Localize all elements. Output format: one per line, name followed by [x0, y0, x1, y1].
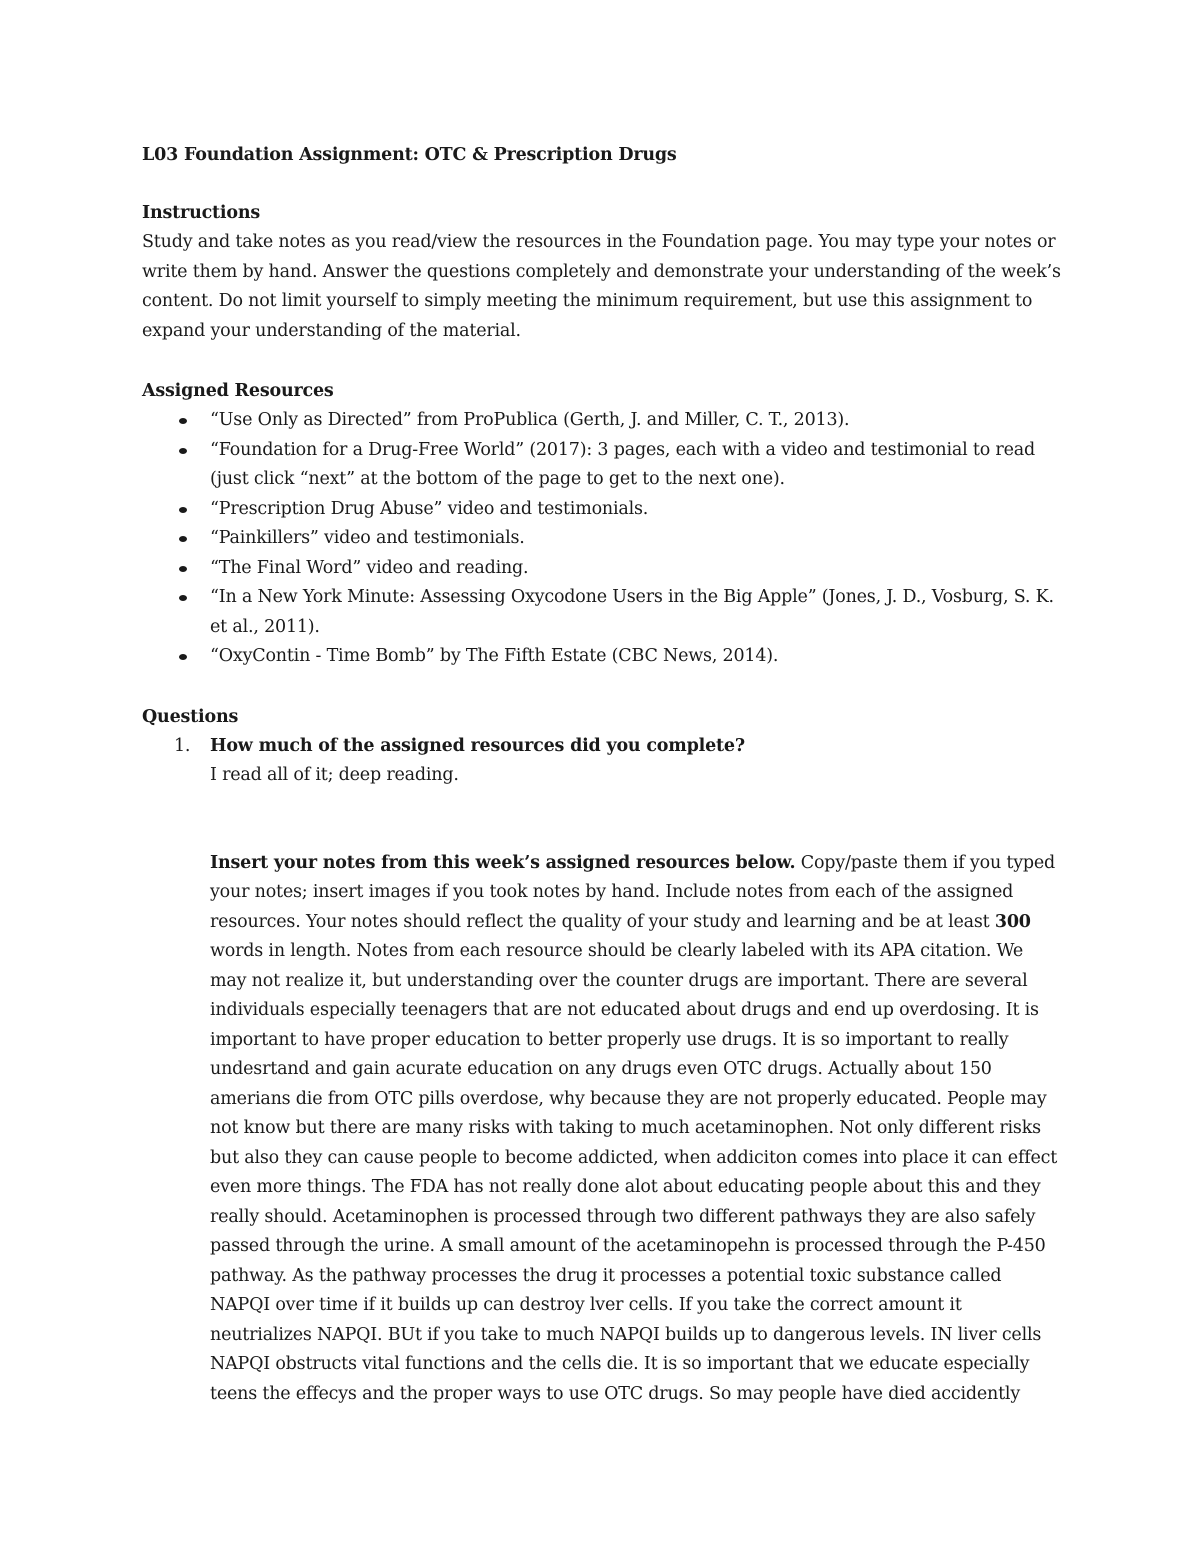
instructions-heading: Instructions [142, 203, 261, 223]
notes-instruction-part2: words in length. Notes from each resource should be clearly labeled with its APA citation. [210, 941, 992, 961]
notes-word-count: 300 [994, 911, 1031, 932]
resource-item [142, 642, 1062, 672]
bullet-icon [179, 448, 187, 454]
resource-item [142, 436, 1062, 495]
resource-item [142, 495, 1062, 525]
question-text: How much of the assigned resources did you complete? [210, 735, 745, 756]
bullet-icon [179, 654, 187, 660]
resource-text: “Prescription Drug Abuse” video and testimonials. [210, 498, 649, 519]
resource-text: “In a New York Minute: Assessing Oxycodone Users in the Big Apple” (Jones, J. D., Vosburg, S. K. et al., 2011). [210, 587, 1054, 637]
document-title: L03 Foundation Assignment: OTC & Prescription Drugs [142, 145, 677, 165]
questions-heading: Questions [142, 706, 239, 727]
question-item [142, 732, 1062, 791]
questions-list [142, 732, 1062, 791]
resource-text: “Foundation for a Drug-Free World” (2017): 3 pages, each with a video and testimonial to read (just click “next” at the bottom of the page to get to the next one). [210, 439, 1035, 489]
bullet-icon [179, 566, 187, 572]
notes-lead: Insert your notes from this week’s assigned resources below. [210, 852, 796, 873]
instructions-body: Study and take notes as you read/view the resources in the Foundation page. You may type your notes or write them by hand. Answer the questions completely and demonstrate your understanding of the week’s content. Do not limit yourself to simply meeting the minimum requirement, but use this assignment to expand your understanding of the material. [142, 232, 1061, 341]
notes-instruction-part1: Copy/paste them if you typed your notes; insert images if you took notes by hand. Include notes from each of the assigned resources. Your notes should reflect the quality of your study and learning and be at least [210, 852, 1056, 932]
resource-item [142, 524, 1062, 554]
bullet-icon [179, 507, 187, 513]
bullet-icon [179, 418, 187, 424]
resource-text: “The Final Word” video and reading. [210, 557, 529, 578]
resource-text: “Use Only as Directed” from ProPublica (Gerth, J. and Miller, C. T., 2013). [210, 410, 850, 430]
document-page [142, 140, 1062, 1427]
question-answer: I read all of it; deep reading. [210, 765, 459, 785]
resource-text: “OxyContin - Time Bomb” by The Fifth Estate (CBC News, 2014). [210, 646, 779, 666]
resource-text: “Painkillers” video and testimonials. [210, 528, 525, 548]
resource-item [142, 406, 1062, 436]
question-number: 1. [174, 735, 191, 756]
resource-item [142, 583, 1062, 642]
bullet-icon [179, 595, 187, 601]
bullet-icon [179, 536, 187, 542]
notes-body: We may not realize it, but understanding over the counter drugs are important. There are several individuals especially teenagers that are not educated about drugs and end up overdosing. It is important to have proper education to better properly use drugs. It is so important to really undesrtand and gain acurate education on any drugs even OTC drugs. Actually about 150 amerians die from OTC pills overdose, why because they are not properly educated. People may not know but there are many risks with taking to much acetaminophen. Not only different risks but also they can cause people to become addicted, when addiciton comes into place it can effect even more things. The FDA has not really done alot about educating people about this and they really should. Acetaminophen is processed through two different pathways they are also safely passed through the urine. A small amount of the acetaminopehn is processed through the P-450 pathway. As the pathway processes the drug it processes a potential toxic substance called NAPQI over time if it builds up can destroy lver cells. If you take the correct amount it neutrializes NAPQI. BUt if you take to much NAPQI builds up to dangerous levels. IN liver cells NAPQI obstructs vital functions and the cells die. It is so important that we educate especially teens the effecys and the proper ways to use OTC drugs. So may people have died accidently [210, 941, 1058, 1404]
resource-item [142, 554, 1062, 584]
notes-paragraph [142, 849, 1062, 1410]
assigned-resources-list [142, 406, 1062, 672]
assigned-resources-heading: Assigned Resources [142, 381, 334, 401]
